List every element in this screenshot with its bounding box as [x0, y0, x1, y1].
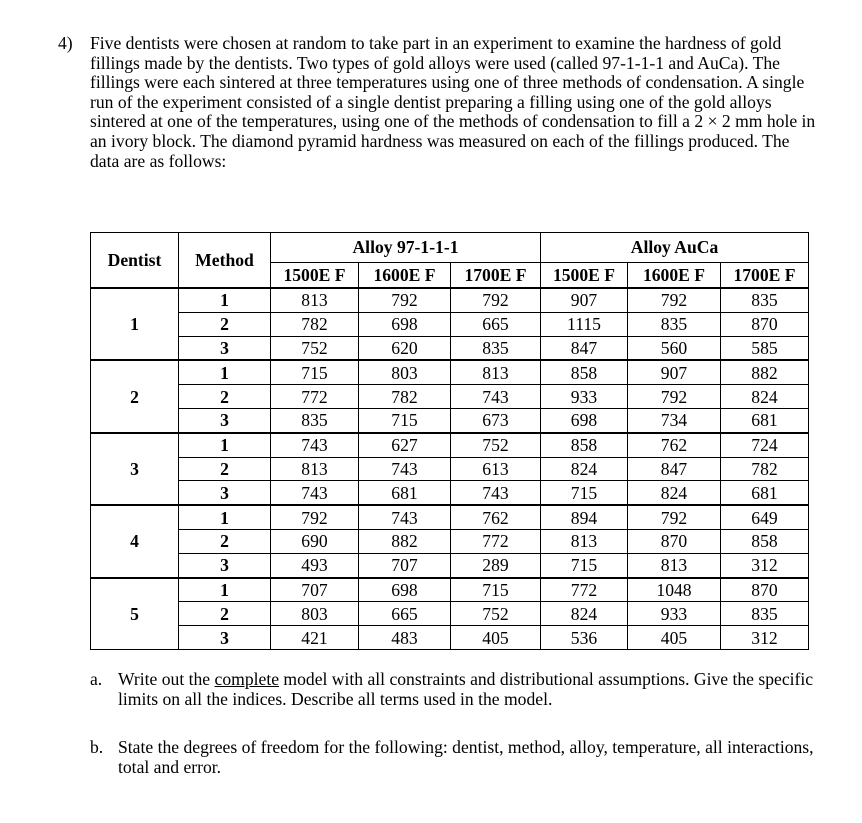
- table-row: [91, 578, 809, 602]
- question-b: [90, 738, 820, 777]
- table-row: [91, 433, 809, 457]
- method-cell: 1: [179, 360, 271, 384]
- hardness-value-cell: 762: [451, 505, 541, 529]
- question-b-label: b.: [90, 737, 104, 757]
- hardness-value-cell: 673: [451, 408, 541, 432]
- table-row: [91, 336, 809, 360]
- table-row: [91, 457, 809, 481]
- table-row: [91, 553, 809, 577]
- question-b-text: State the degrees of freedom for the following: dentist, method, alloy, temperature, all interactions, total and error.: [118, 737, 814, 777]
- question-a-text-post: model with all constraints and distributional assumptions. Give the specific limits on all the indices. Describe all terms used in the model.: [118, 669, 814, 709]
- hardness-value-cell: 715: [541, 481, 628, 505]
- hardness-value-cell: 715: [271, 360, 359, 384]
- hardness-value-cell: 734: [628, 408, 721, 432]
- table-row: [91, 602, 809, 626]
- problem-number: 4): [58, 33, 73, 53]
- table-row: [91, 481, 809, 505]
- hardness-value-cell: 870: [721, 578, 809, 602]
- method-cell: 1: [179, 433, 271, 457]
- alloy-header: Alloy AuCa: [541, 233, 809, 263]
- method-cell: 3: [179, 626, 271, 650]
- table-row: [91, 385, 809, 409]
- hardness-value-cell: 782: [359, 385, 451, 409]
- dentist-cell: 2: [91, 360, 179, 432]
- hardness-value-cell: 585: [721, 336, 809, 360]
- hardness-value-cell: 743: [451, 481, 541, 505]
- hardness-value-cell: 762: [628, 433, 721, 457]
- hardness-value-cell: 933: [541, 385, 628, 409]
- hardness-value-cell: 752: [451, 602, 541, 626]
- hardness-value-cell: 792: [628, 505, 721, 529]
- temp-header: 1500E F: [541, 263, 628, 289]
- problem-text: Five dentists were chosen at random to take part in an experiment to examine the hardness of gold fillings made by the dentists. Two types of gold alloys were used (called 97-1-1-1 and AuCa). The fillings were each sintered at three temperatures using one of three methods of condensation. A single run of the experiment consisted of a single dentist preparing a filling using one of the gold alloys sintered at one of the temperatures, using one of the methods of condensation to fill a 2 × 2 mm hole in an ivory block. The diamond pyramid hardness was measured on each of the fillings produced. The data are as follows:: [90, 33, 816, 171]
- question-a: [90, 670, 820, 709]
- table-row: [91, 288, 809, 312]
- problem-statement: [58, 34, 818, 171]
- hardness-value-cell: 907: [541, 288, 628, 312]
- hardness-value-cell: 813: [271, 457, 359, 481]
- method-header: Method: [179, 233, 271, 289]
- hardness-value-cell: 907: [628, 360, 721, 384]
- hardness-value-cell: 483: [359, 626, 451, 650]
- hardness-value-cell: 743: [271, 433, 359, 457]
- hardness-value-cell: 752: [271, 336, 359, 360]
- hardness-value-cell: 792: [628, 385, 721, 409]
- hardness-value-cell: 824: [628, 481, 721, 505]
- hardness-value-cell: 824: [541, 457, 628, 481]
- hardness-value-cell: 613: [451, 457, 541, 481]
- hardness-value-cell: 813: [451, 360, 541, 384]
- hardness-value-cell: 627: [359, 433, 451, 457]
- hardness-value-cell: 536: [541, 626, 628, 650]
- dentist-header: Dentist: [91, 233, 179, 289]
- hardness-value-cell: 421: [271, 626, 359, 650]
- hardness-value-cell: 858: [721, 529, 809, 553]
- dentist-cell: 5: [91, 578, 179, 650]
- hardness-value-cell: 405: [451, 626, 541, 650]
- method-cell: 2: [179, 457, 271, 481]
- hardness-value-cell: 847: [628, 457, 721, 481]
- method-cell: 3: [179, 553, 271, 577]
- hardness-value-cell: 743: [451, 385, 541, 409]
- hardness-value-cell: 835: [721, 602, 809, 626]
- question-a-label: a.: [90, 669, 103, 689]
- table-row: [91, 505, 809, 529]
- hardness-value-cell: 560: [628, 336, 721, 360]
- table-row: [91, 408, 809, 432]
- temp-header: 1600E F: [359, 263, 451, 289]
- method-cell: 2: [179, 602, 271, 626]
- method-cell: 3: [179, 408, 271, 432]
- hardness-value-cell: 824: [541, 602, 628, 626]
- hardness-value-cell: 847: [541, 336, 628, 360]
- dentist-cell: 3: [91, 433, 179, 505]
- hardness-data-table: [90, 232, 809, 650]
- hardness-value-cell: 813: [541, 529, 628, 553]
- hardness-value-cell: 858: [541, 360, 628, 384]
- hardness-value-cell: 665: [359, 602, 451, 626]
- hardness-value-cell: 835: [628, 312, 721, 336]
- method-cell: 2: [179, 312, 271, 336]
- hardness-value-cell: 858: [541, 433, 628, 457]
- temp-header: 1500E F: [271, 263, 359, 289]
- method-cell: 3: [179, 336, 271, 360]
- hardness-value-cell: 649: [721, 505, 809, 529]
- method-cell: 1: [179, 505, 271, 529]
- hardness-value-cell: 772: [271, 385, 359, 409]
- hardness-value-cell: 289: [451, 553, 541, 577]
- hardness-value-cell: 665: [451, 312, 541, 336]
- method-cell: 1: [179, 288, 271, 312]
- hardness-value-cell: 835: [451, 336, 541, 360]
- method-cell: 1: [179, 578, 271, 602]
- temp-header: 1700E F: [721, 263, 809, 289]
- hardness-value-cell: 698: [359, 578, 451, 602]
- hardness-value-cell: 743: [359, 457, 451, 481]
- hardness-value-cell: 792: [451, 288, 541, 312]
- hardness-value-cell: 870: [628, 529, 721, 553]
- hardness-value-cell: 312: [721, 553, 809, 577]
- temp-header: 1600E F: [628, 263, 721, 289]
- temp-header: 1700E F: [451, 263, 541, 289]
- hardness-value-cell: 752: [451, 433, 541, 457]
- method-cell: 2: [179, 385, 271, 409]
- hardness-value-cell: 715: [359, 408, 451, 432]
- hardness-value-cell: 813: [271, 288, 359, 312]
- hardness-value-cell: 743: [359, 505, 451, 529]
- table-row: [91, 626, 809, 650]
- hardness-value-cell: 792: [628, 288, 721, 312]
- hardness-value-cell: 1115: [541, 312, 628, 336]
- hardness-value-cell: 882: [359, 529, 451, 553]
- alloy-header: Alloy 97-1-1-1: [271, 233, 541, 263]
- hardness-value-cell: 782: [721, 457, 809, 481]
- method-cell: 3: [179, 481, 271, 505]
- hardness-value-cell: 698: [541, 408, 628, 432]
- hardness-value-cell: 835: [721, 288, 809, 312]
- method-cell: 2: [179, 529, 271, 553]
- hardness-value-cell: 698: [359, 312, 451, 336]
- table-row: [91, 529, 809, 553]
- table-row: [91, 360, 809, 384]
- hardness-value-cell: 743: [271, 481, 359, 505]
- hardness-value-cell: 405: [628, 626, 721, 650]
- question-a-underlined: complete: [214, 669, 280, 689]
- table-row: [91, 312, 809, 336]
- hardness-value-cell: 782: [271, 312, 359, 336]
- hardness-value-cell: 620: [359, 336, 451, 360]
- hardness-value-cell: 1048: [628, 578, 721, 602]
- hardness-value-cell: 803: [271, 602, 359, 626]
- hardness-value-cell: 824: [721, 385, 809, 409]
- question-a-text-pre: Write out the: [118, 669, 215, 689]
- hardness-value-cell: 792: [359, 288, 451, 312]
- hardness-value-cell: 792: [271, 505, 359, 529]
- hardness-value-cell: 493: [271, 553, 359, 577]
- hardness-value-cell: 933: [628, 602, 721, 626]
- hardness-value-cell: 707: [359, 553, 451, 577]
- hardness-value-cell: 715: [541, 553, 628, 577]
- hardness-value-cell: 681: [359, 481, 451, 505]
- hardness-value-cell: 894: [541, 505, 628, 529]
- table-body: [91, 288, 809, 649]
- hardness-value-cell: 772: [451, 529, 541, 553]
- dentist-cell: 1: [91, 288, 179, 360]
- hardness-value-cell: 772: [541, 578, 628, 602]
- hardness-value-cell: 835: [271, 408, 359, 432]
- hardness-value-cell: 681: [721, 481, 809, 505]
- hardness-value-cell: 870: [721, 312, 809, 336]
- hardness-value-cell: 803: [359, 360, 451, 384]
- hardness-value-cell: 681: [721, 408, 809, 432]
- hardness-value-cell: 813: [628, 553, 721, 577]
- dentist-cell: 4: [91, 505, 179, 577]
- hardness-value-cell: 715: [451, 578, 541, 602]
- hardness-value-cell: 724: [721, 433, 809, 457]
- hardness-value-cell: 707: [271, 578, 359, 602]
- hardness-value-cell: 312: [721, 626, 809, 650]
- hardness-value-cell: 690: [271, 529, 359, 553]
- hardness-value-cell: 882: [721, 360, 809, 384]
